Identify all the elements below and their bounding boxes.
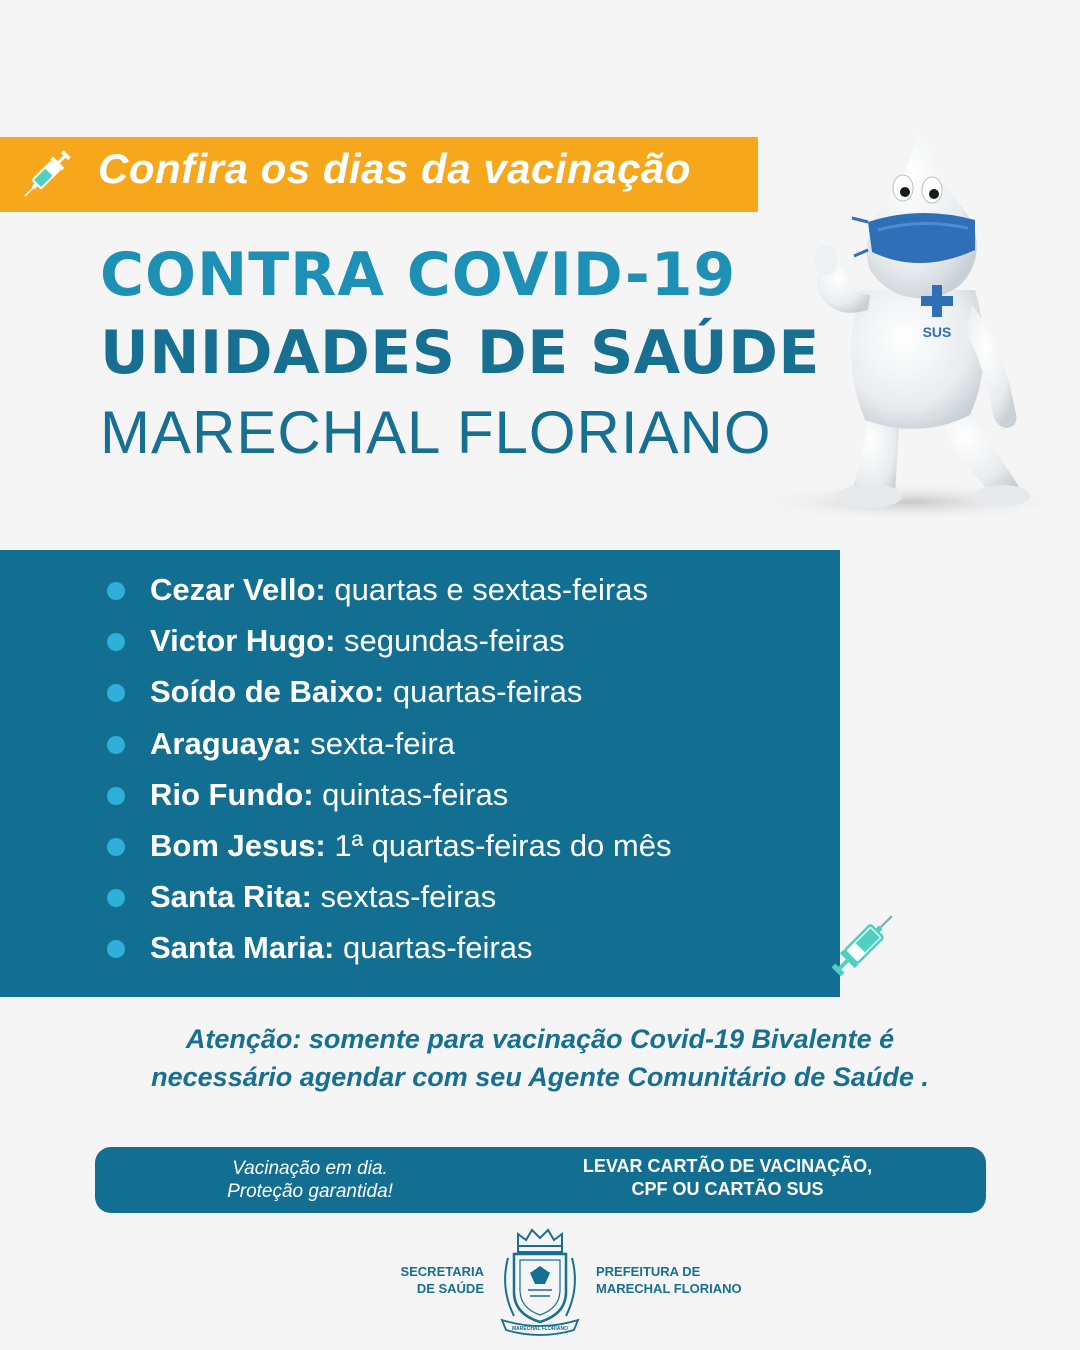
list-item [0,722,671,773]
unit-name: Santa Rita: [150,879,312,915]
unit-name: Araguaya: [150,725,302,761]
list-item [0,926,671,977]
unit-days: quintas-feiras [313,776,509,812]
footer-right-line-2: MARECHAL FLORIANO [596,1281,742,1296]
bullet-icon [107,838,125,856]
mascot-drop [720,110,1080,530]
attention-line-1: Atenção: somente para vacinação Covid-19 Bivalente é [185,1024,895,1054]
unit-name: Soído de Baixo: [150,674,385,710]
headline-line-3: MARECHAL FLORIANO [100,399,772,466]
bullet-icon [107,787,125,805]
unit-days: 1ª quartas-feiras do mês [325,827,672,863]
list-item [0,568,671,619]
unit-name: Santa Maria: [150,930,335,966]
list-item [0,824,671,875]
crest-ribbon-text: MARECHAL FLORIANO [511,1326,569,1332]
syringe-icon [14,143,78,207]
unit-name: Victor Hugo: [150,623,336,659]
bullet-icon [107,940,125,958]
slogan-line-2: Proteção garantida! [227,1181,393,1202]
footer-left-line-1: SECRETARIA [400,1264,484,1279]
unit-days: sextas-feiras [311,879,497,915]
mascot-sus-badge: SUS [922,324,952,340]
crest-emblem [496,1228,584,1340]
bullet-icon [107,633,125,651]
attention-note [0,1020,1080,1096]
banner [0,137,758,212]
unit-days: quartas e sextas-feiras [325,572,648,607]
footer-right-line-1: PREFEITURA DE [596,1264,701,1279]
footer-prefeitura [596,1263,796,1297]
bullet-icon [107,684,125,702]
list-item [0,773,671,824]
requirements [525,1155,930,1201]
footer-left-line-2: DE SAÚDE [416,1281,484,1296]
slogan [95,1157,525,1203]
list-item [0,670,671,721]
unit-name: Bom Jesus: [150,827,326,863]
footer-secretaria [380,1263,484,1297]
schedule-panel [0,550,840,997]
bullet-icon [107,889,125,907]
info-bar [95,1147,986,1213]
slogan-line-1: Vacinação em dia. [232,1158,388,1179]
requirements-line-2: CPF OU CARTÃO SUS [631,1179,824,1199]
headline-line-2: UNIDADES DE SAÚDE [100,318,820,388]
unit-days: quartas-feiras [384,674,583,710]
requirements-line-1: LEVAR CARTÃO DE VACINAÇÃO, [582,1156,873,1176]
unit-days: segundas-feiras [335,623,565,659]
syringe-icon [822,902,906,986]
list-item [0,875,671,926]
schedule-list [0,568,671,978]
bullet-icon [107,736,125,754]
list-item [0,619,671,670]
unit-days: quartas-feiras [334,930,533,966]
headline-line-1: CONTRA COVID-19 [100,240,737,310]
unit-name: Cezar Vello: [150,572,326,607]
banner-title: Confira os dias da vacinação [98,145,691,192]
unit-name: Rio Fundo: [150,776,314,812]
attention-line-2: necessário agendar com seu Agente Comunitário de Saúde . [151,1062,929,1092]
unit-days: sexta-feira [301,725,455,761]
bullet-icon [107,582,125,600]
